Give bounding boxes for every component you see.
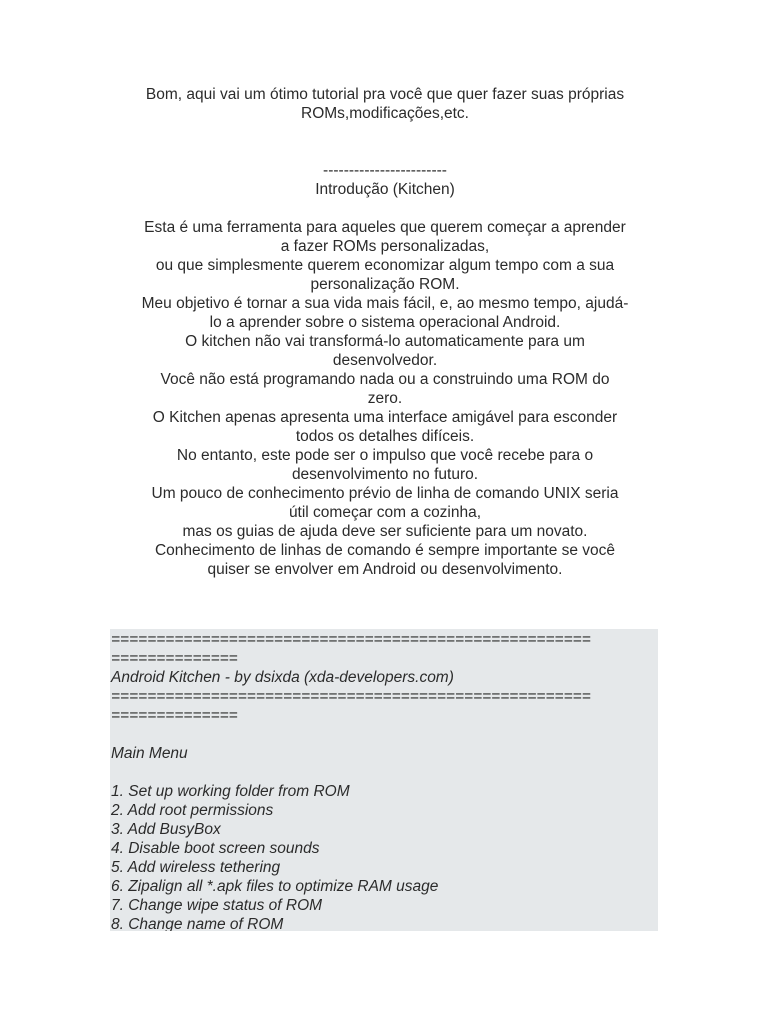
intro-text-block (105, 85, 665, 579)
paragraph-line: Um pouco de conhecimento prévio de linha de comando UNIX seria (151, 485, 619, 502)
blank-line (110, 725, 658, 744)
code-block (110, 629, 658, 931)
menu-title: Main Menu (111, 745, 188, 762)
paragraph-line: quiser se envolver em Android ou desenvolvimento. (207, 561, 563, 578)
paragraph-line: lo a aprender sobre o sistema operacional Android. (209, 314, 561, 331)
section-divider: ------------------------ (323, 162, 447, 179)
paragraph-line: Você não está programando nada ou a construindo uma ROM do (160, 371, 610, 388)
menu-item: 4. Disable boot screen sounds (111, 840, 320, 857)
code-rule: ============== (111, 650, 238, 667)
paragraph-line: Conhecimento de linhas de comando é sempre importante se você (154, 542, 616, 559)
menu-item: 7. Change wipe status of ROM (111, 897, 323, 914)
menu-item: 3. Add BusyBox (111, 821, 221, 838)
menu-item: 6. Zipalign all *.apk files to optimize RAM usage (111, 878, 439, 895)
menu-item: 1. Set up working folder from ROM (111, 783, 350, 800)
menu-item: 5. Add wireless tethering (111, 859, 281, 876)
paragraph-line: desenvolvimento no futuro. (291, 466, 479, 483)
paragraph-line: Esta é uma ferramenta para aqueles que querem começar a aprender (144, 219, 626, 236)
intro-line-1: Bom, aqui vai um ótimo tutorial pra você que quer fazer suas próprias (145, 86, 625, 103)
blank-line (105, 199, 665, 218)
paragraph-line: O Kitchen apenas apresenta uma interface amigável para esconder (152, 409, 618, 426)
paragraph-line: mas os guias de ajuda deve ser suficiente para um novato. (182, 523, 588, 540)
blank-line (105, 123, 665, 161)
menu-item: 8. Change name of ROM (111, 916, 284, 931)
paragraph-line: desenvolvedor. (332, 352, 438, 369)
code-rule: ===================================================== (111, 631, 591, 648)
code-rule: ============== (111, 707, 238, 724)
paragraph-line: todos os detalhes difíceis. (295, 428, 475, 445)
paragraph-line: ou que simplesmente querem economizar algum tempo com a sua (155, 257, 615, 274)
code-title: Android Kitchen - by dsixda (xda-developers.com) (111, 669, 454, 686)
paragraph-line: Meu objetivo é tornar a sua vida mais fácil, e, ao mesmo tempo, ajudá- (141, 295, 629, 312)
section-heading: Introdução (Kitchen) (315, 181, 455, 198)
intro-line-2: ROMs,modificações,etc. (301, 105, 469, 122)
paragraph-line: zero. (367, 390, 403, 407)
paragraph-line: O kitchen não vai transformá-lo automaticamente para um (185, 333, 585, 350)
blank-line (110, 763, 658, 782)
paragraph-line: No entanto, este pode ser o impulso que você recebe para o (176, 447, 594, 464)
code-rule: ===================================================== (111, 688, 591, 705)
menu-item: 2. Add root permissions (111, 802, 274, 819)
paragraph-line: a fazer ROMs personalizadas, (280, 238, 490, 255)
paragraph-line: útil começar com a cozinha, (288, 504, 482, 521)
paragraph-line: personalização ROM. (310, 276, 460, 293)
